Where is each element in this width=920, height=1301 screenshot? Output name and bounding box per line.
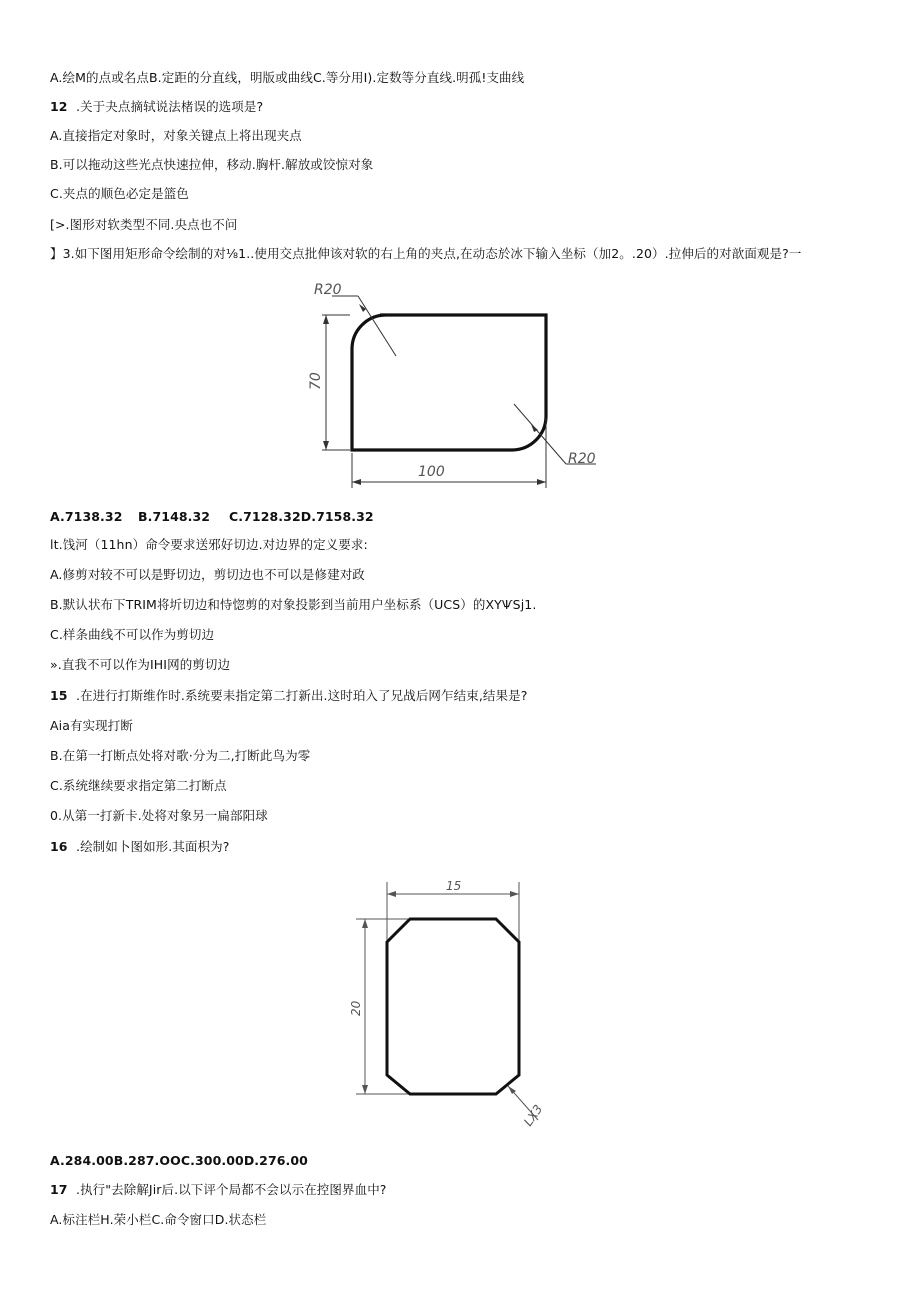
q14-option-b: B.默认状布下TRIM将圻切边和恃惚剪的对象投影到当前用户坐标系（UCS）的XYѰSj1. [50, 597, 537, 612]
q17-question [50, 1182, 387, 1198]
q15-number: 15 [50, 688, 68, 703]
q17-text: .执行"去除解Jir后.以下评个局都不会以示在控图界血中? [76, 1182, 387, 1197]
rounded-rectangle-shape [352, 315, 546, 450]
q15-question [50, 688, 527, 704]
q15-option-b: B.在第一打断点处将对歌·分为二,打断此鸟为零 [50, 748, 311, 763]
q13-option-a: A.7138.32 [50, 509, 123, 524]
q12-option-b: B.可以拖动这些光点快速拉伸，移动.胸杆.解放或饺惊对象 [50, 157, 374, 172]
q12-option-d: [>.图形对软类型不同.央点也不问 [50, 217, 238, 232]
q15-option-a: Aia有实现打断 [50, 718, 133, 733]
q12-option-a: A.直接指定对象时，对象关键点上将出现夹点 [50, 128, 302, 143]
figure-chamfered-rectangle [340, 872, 570, 1142]
radius-label-top: R20 [314, 282, 342, 298]
q16-number: 16 [50, 839, 68, 854]
q15-text: .在进行打斯维作时.系统要耒指定第二打新出.这时珀入了兄战后网乍结束,结果是? [76, 688, 528, 703]
q14-option-d: ».直我不可以作为IHI网的剪切边 [50, 657, 231, 672]
width-dimension-15: 15 [446, 879, 462, 893]
q12-question [50, 99, 263, 115]
q15-option-d: 0.从第一打新卡.处将对象另一扁部阳球 [50, 808, 268, 823]
q14-question: lt.饯河（11hn）命令要求送邪好切边.对边界的定义要求: [50, 537, 368, 552]
q17-options: A.标注栏H.荣小栏C.命令窗口D.状态栏 [50, 1212, 267, 1227]
figure-rounded-rectangle [300, 278, 620, 496]
q12-text: .关于夬点摘轼说法楮误的选项是? [76, 99, 264, 114]
q14-option-a: A.修剪对较不可以是野切边，剪切边也不可以是修建对政 [50, 567, 365, 582]
q13-options [50, 509, 374, 525]
q11-options: A.绘M的点或名点B.定距的分直线，明版或曲线C.等分用I).定数等分直线.明孤!支曲线 [50, 70, 525, 85]
q15-option-c: C.系统继续要求指定第二打断点 [50, 778, 227, 793]
chamfered-rectangle-shape [387, 919, 519, 1094]
chamfer-label: LX3 [520, 1102, 546, 1129]
height-dimension-70: 70 [308, 372, 324, 390]
height-dimension-20: 20 [349, 1000, 363, 1016]
q16-options: A.284.00B.287.OOC.300.00D.276.00 [50, 1153, 308, 1168]
radius-label-bottom: R20 [568, 451, 596, 467]
q16-text: .绘制如卜图如形.其面枳为? [76, 839, 230, 854]
q13-option-b: B.7148.32 [138, 509, 211, 524]
q17-number: 17 [50, 1182, 68, 1197]
q12-number: 12 [50, 99, 68, 114]
q14-option-c: C.样条曲线不可以作为剪切边 [50, 627, 215, 642]
q13-option-cd: C.7128.32D.7158.32 [229, 509, 374, 524]
width-dimension-100: 100 [418, 464, 445, 480]
q12-option-c: C.夹点的顺色必定是篮色 [50, 186, 189, 201]
q13-question: 】3.如下图用矩形命令绘制的对⅛1..使用交点批伸该对软的右上角的夹点,在动态於冰下输入坐标（加2。.20）.拉伸后的对歆面观是?一 [50, 246, 802, 261]
q16-question [50, 839, 229, 855]
